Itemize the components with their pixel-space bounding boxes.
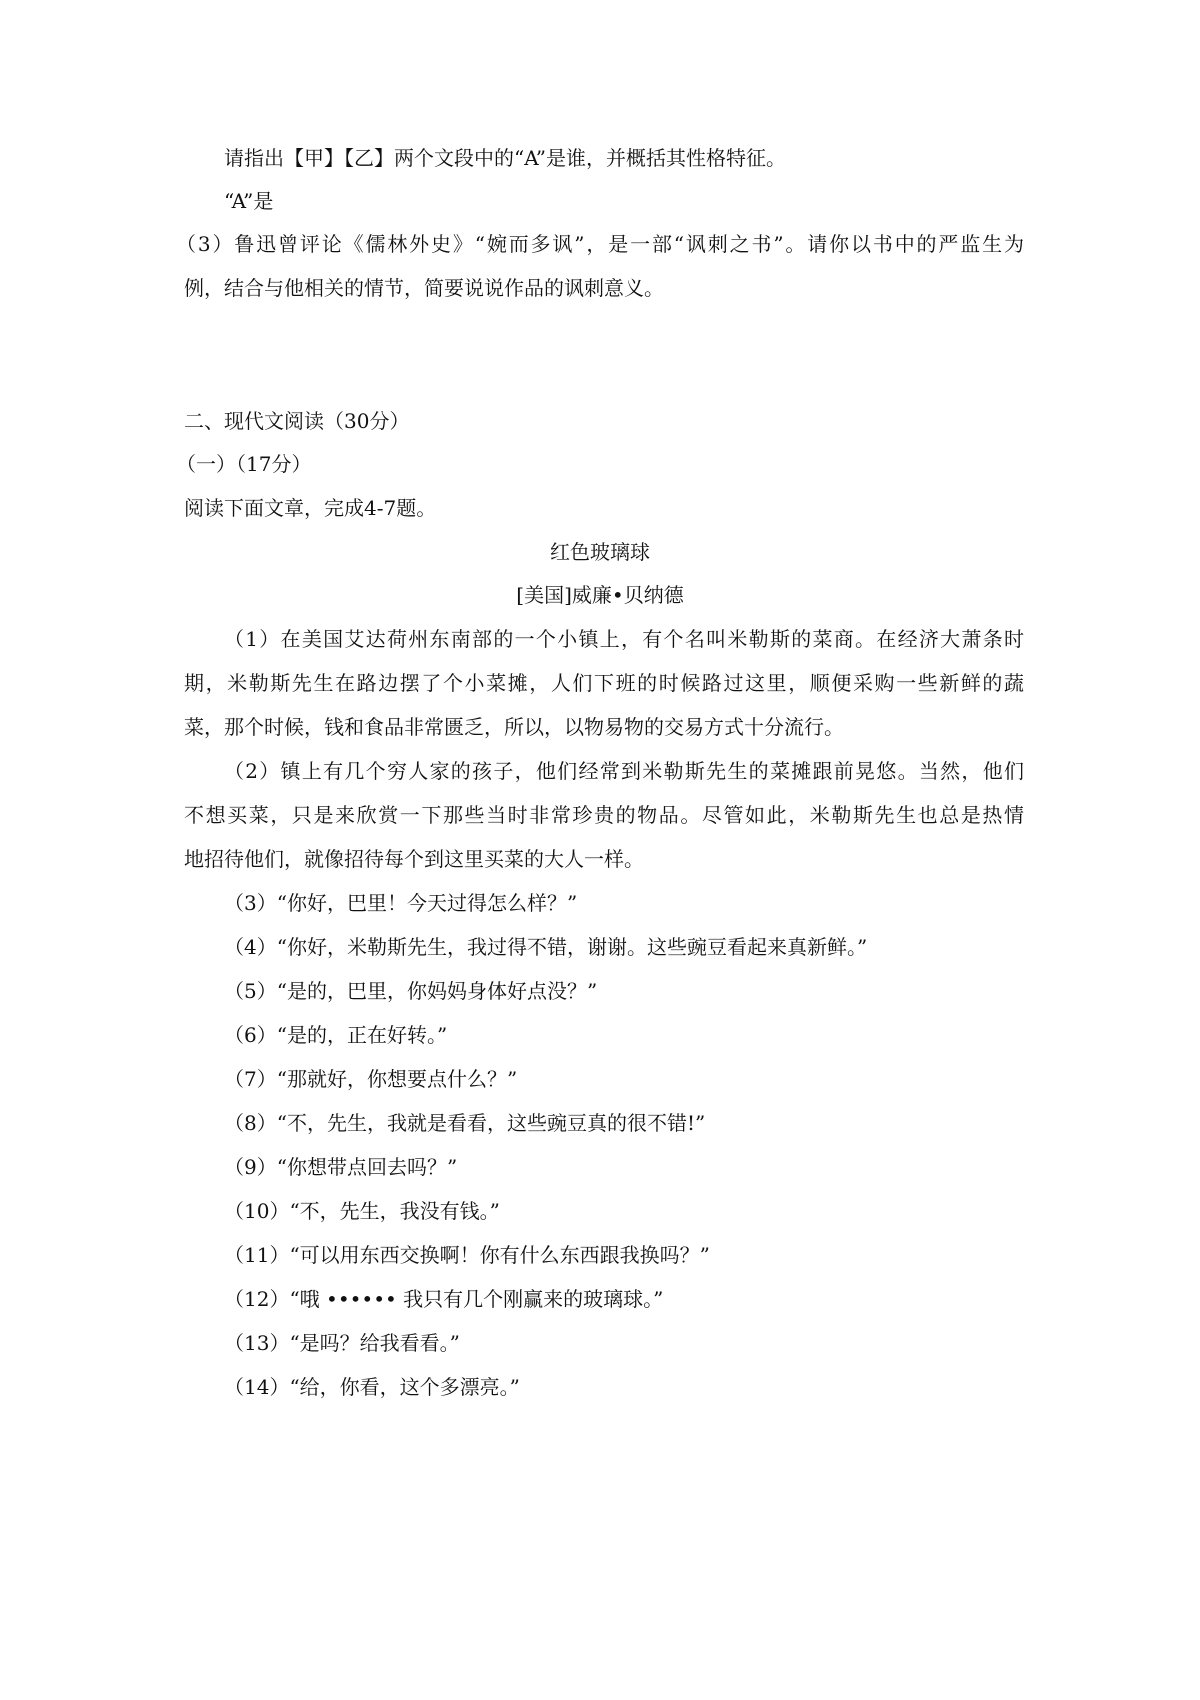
dialogue-line: （4）“你好，米勒斯先生，我过得不错，谢谢。这些豌豆看起来真新鲜。” bbox=[224, 935, 868, 959]
paragraph-1-line-1: （1）在美国艾达荷州东南部的一个小镇上，有个名叫米勒斯的菜商。在经济大萧条时 bbox=[224, 627, 1024, 651]
section-instruction: 阅读下面文章，完成4-7题。 bbox=[184, 496, 437, 520]
question-2-prompt: 请指出【甲】【乙】两个文段中的“A”是谁，并概括其性格特征。 bbox=[224, 146, 786, 170]
article-author: [美国]威廉•贝纳德 bbox=[516, 583, 684, 607]
paragraph-2-line-1: （2）镇上有几个穷人家的孩子，他们经常到米勒斯先生的菜摊跟前晃悠。当然，他们 bbox=[224, 759, 1024, 783]
dialogue-line: （6）“是的，正在好转。” bbox=[224, 1023, 448, 1047]
dialogue-line: （11）“可以用东西交换啊！你有什么东西跟我换吗？” bbox=[224, 1243, 710, 1267]
dialogue-line: （5）“是的，巴里，你妈妈身体好点没？” bbox=[224, 979, 598, 1003]
dialogue-line: （13）“是吗？给我看看。” bbox=[224, 1331, 460, 1355]
question-3-line-2: 例，结合与他相关的情节，简要说说作品的讽刺意义。 bbox=[184, 276, 664, 300]
paragraph-1-line-2: 期，米勒斯先生在路边摆了个小菜摊，人们下班的时候路过这里，顺便采购一些新鲜的蔬 bbox=[184, 671, 1024, 695]
dialogue-line: （7）“那就好，你想要点什么？” bbox=[224, 1067, 518, 1091]
dialogue-line: （8）“不，先生，我就是看看，这些豌豆真的很不错!” bbox=[224, 1111, 706, 1135]
dialogue-line: （14）“给，你看，这个多漂亮。” bbox=[224, 1375, 520, 1399]
paragraph-2-line-2: 不想买菜，只是来欣赏一下那些当时非常珍贵的物品。尽管如此，米勒斯先生也总是热情 bbox=[184, 803, 1024, 827]
question-3-line-1: （3）鲁迅曾评论《儒林外史》“婉而多讽”，是一部“讽刺之书”。请你以书中的严监生为 bbox=[176, 232, 1024, 256]
paragraph-2-line-3: 地招待他们，就像招待每个到这里买菜的大人一样。 bbox=[184, 847, 644, 871]
question-2-answer-label: “A”是 bbox=[224, 189, 274, 213]
section-title: 二、现代文阅读（30分） bbox=[184, 409, 410, 433]
paragraph-1-line-3: 菜，那个时候，钱和食品非常匮乏，所以，以物易物的交易方式十分流行。 bbox=[184, 715, 844, 739]
dialogue-line: （9）“你想带点回去吗？” bbox=[224, 1155, 458, 1179]
dialogue-line: （3）“你好，巴里！今天过得怎么样？” bbox=[224, 891, 578, 915]
section-part: （一）（17分） bbox=[176, 452, 312, 476]
article-title: 红色玻璃球 bbox=[550, 540, 650, 564]
dialogue-line: （12）“哦 •••••• 我只有几个刚赢来的玻璃球。” bbox=[224, 1287, 664, 1311]
dialogue-line: （10）“不，先生，我没有钱。” bbox=[224, 1199, 500, 1223]
